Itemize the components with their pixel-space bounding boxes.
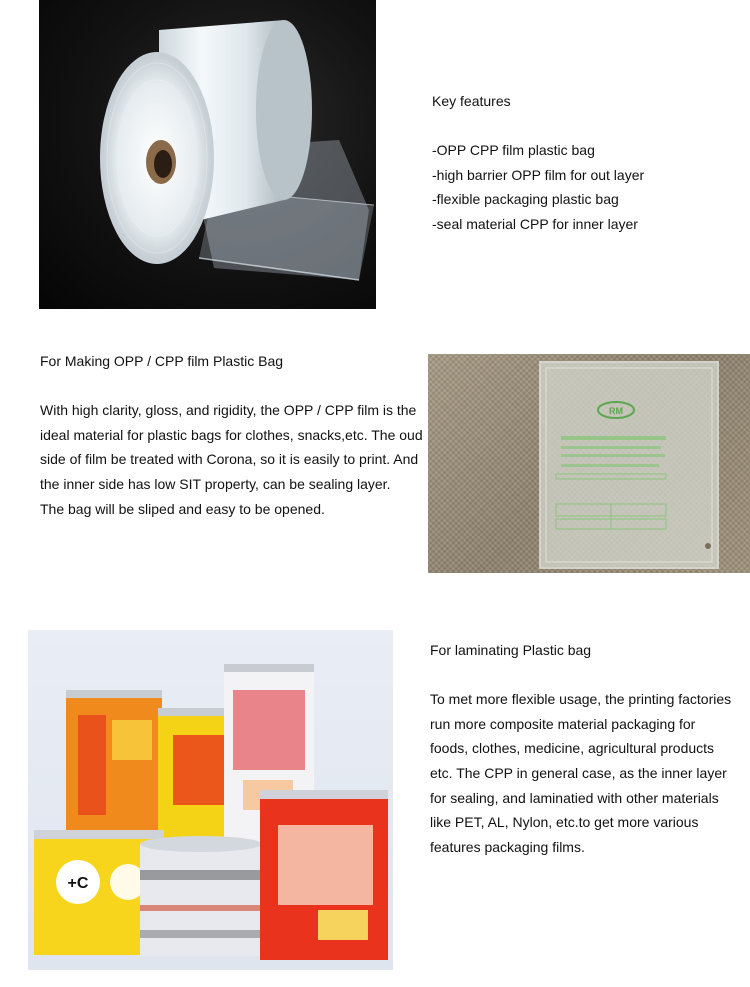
- laminating-paragraph: To met more flexible usage, the printing factories run more composite material packaging for foods, clothes, medicine, agricultural products etc. The CPP in general case, as the inner layer for sealing, and laminatied with other materials like PET, AL, Nylon, etc.to get more various features packaging films.: [430, 691, 732, 855]
- laminating-block: [430, 638, 735, 859]
- making-bag-note: The bag will be sliped and easy to be opened.: [40, 500, 325, 517]
- making-bag-block: [40, 349, 425, 521]
- key-features-block: [432, 89, 732, 237]
- printed-rolls-illustration: [28, 630, 393, 970]
- printed-rolls-photo: [28, 630, 393, 970]
- feature-item: -OPP CPP film plastic bag: [432, 142, 595, 159]
- film-roll-illustration: [39, 0, 376, 309]
- making-bag-paragraph: With high clarity, gloss, and rigidity, the OPP / CPP film is the ideal material for plastic bags for clothes, snacks,etc. The oud side of film be treated with Corona, so it is easily to print. And the inner side has low SIT property, can be sealing layer.: [40, 402, 423, 492]
- roll-label-text: +C: [67, 875, 89, 892]
- feature-item: -seal material CPP for inner layer: [432, 215, 638, 232]
- plastic-bag-photo: [428, 354, 750, 573]
- film-roll-photo: [39, 0, 376, 309]
- bag-logo-text: RM: [609, 406, 623, 416]
- feature-item: -flexible packaging plastic bag: [432, 191, 619, 208]
- plastic-bag-illustration: [428, 354, 750, 573]
- laminating-title: For laminating Plastic bag: [430, 642, 592, 658]
- key-features-title: Key features: [432, 93, 511, 109]
- feature-item: -high barrier OPP film for out layer: [432, 166, 645, 183]
- making-bag-title: For Making OPP / CPP film Plastic Bag: [40, 353, 284, 369]
